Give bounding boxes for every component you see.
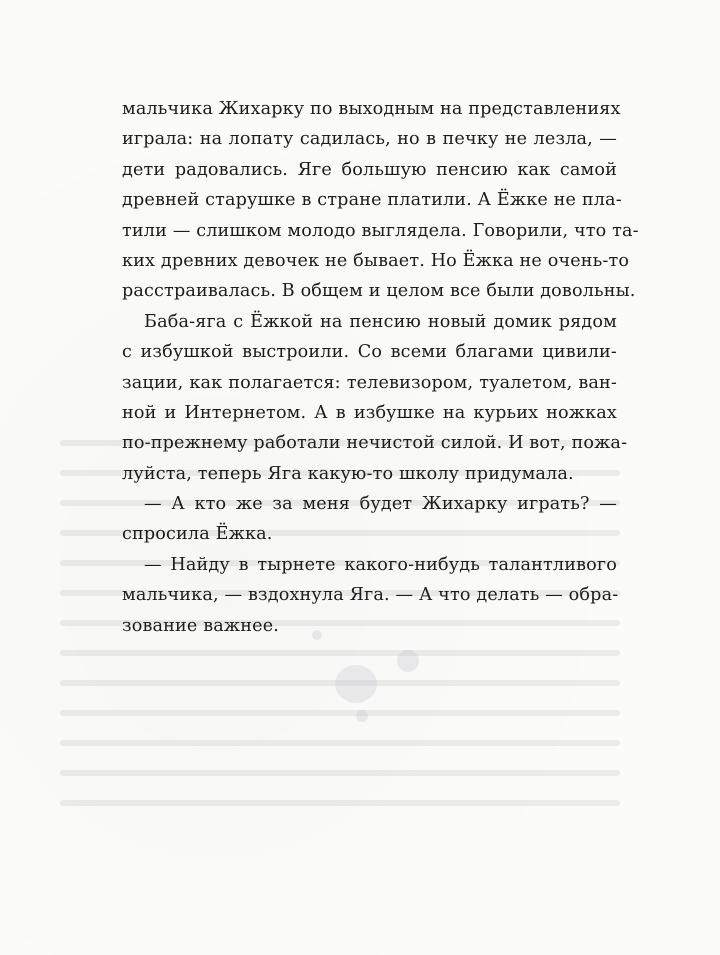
text-line: ной и Интернетом. А в избушке на курьих ножках [122,402,617,423]
text-line: играла: на лопату садилась, но в печку не лезла, — [122,129,617,150]
text-line: ких древних девочек не бывает. Но Ёжка не очень-то [122,250,630,271]
ink-blot [356,710,368,722]
text-line: мальчика Жихарку по выходным на представлениях [122,99,621,119]
text-line: зации, как полагается: телевизором, туалетом, ван- [122,372,617,393]
text-line: зование важнее. [122,615,280,636]
text-line: спросила Ёжка. [122,524,273,545]
text-line: — А кто же за меня будет Жихарку играть? — [144,494,617,515]
ink-blot [397,650,419,672]
text-line: Баба-яга с Ёжкой на пенсию новый домик рядом [144,311,617,332]
text-line: расстраивалась. В общем и целом все были довольны. [122,281,636,302]
text-line: тили — слишком молодо выглядела. Говорили, что та- [122,220,639,241]
body-text [122,94,639,641]
ink-blot [335,665,377,703]
text-line: дети радовались. Яге большую пенсию как самой [122,159,617,180]
text-line: с избушкой выстроили. Со всеми благами цивили- [122,342,617,363]
text-line: — Найду в тырнете какого-нибудь талантливого [144,554,617,575]
text-line: луйста, теперь Яга какую-то школу придумала. [122,463,574,484]
text-line: древней старушке в стране платили. А Ёжке не пла- [122,190,622,211]
text-line: по-прежнему работали нечистой силой. И вот, пожа- [122,433,628,454]
text-line: мальчика, — вздохнула Яга. — А что делать — обра- [122,585,619,606]
